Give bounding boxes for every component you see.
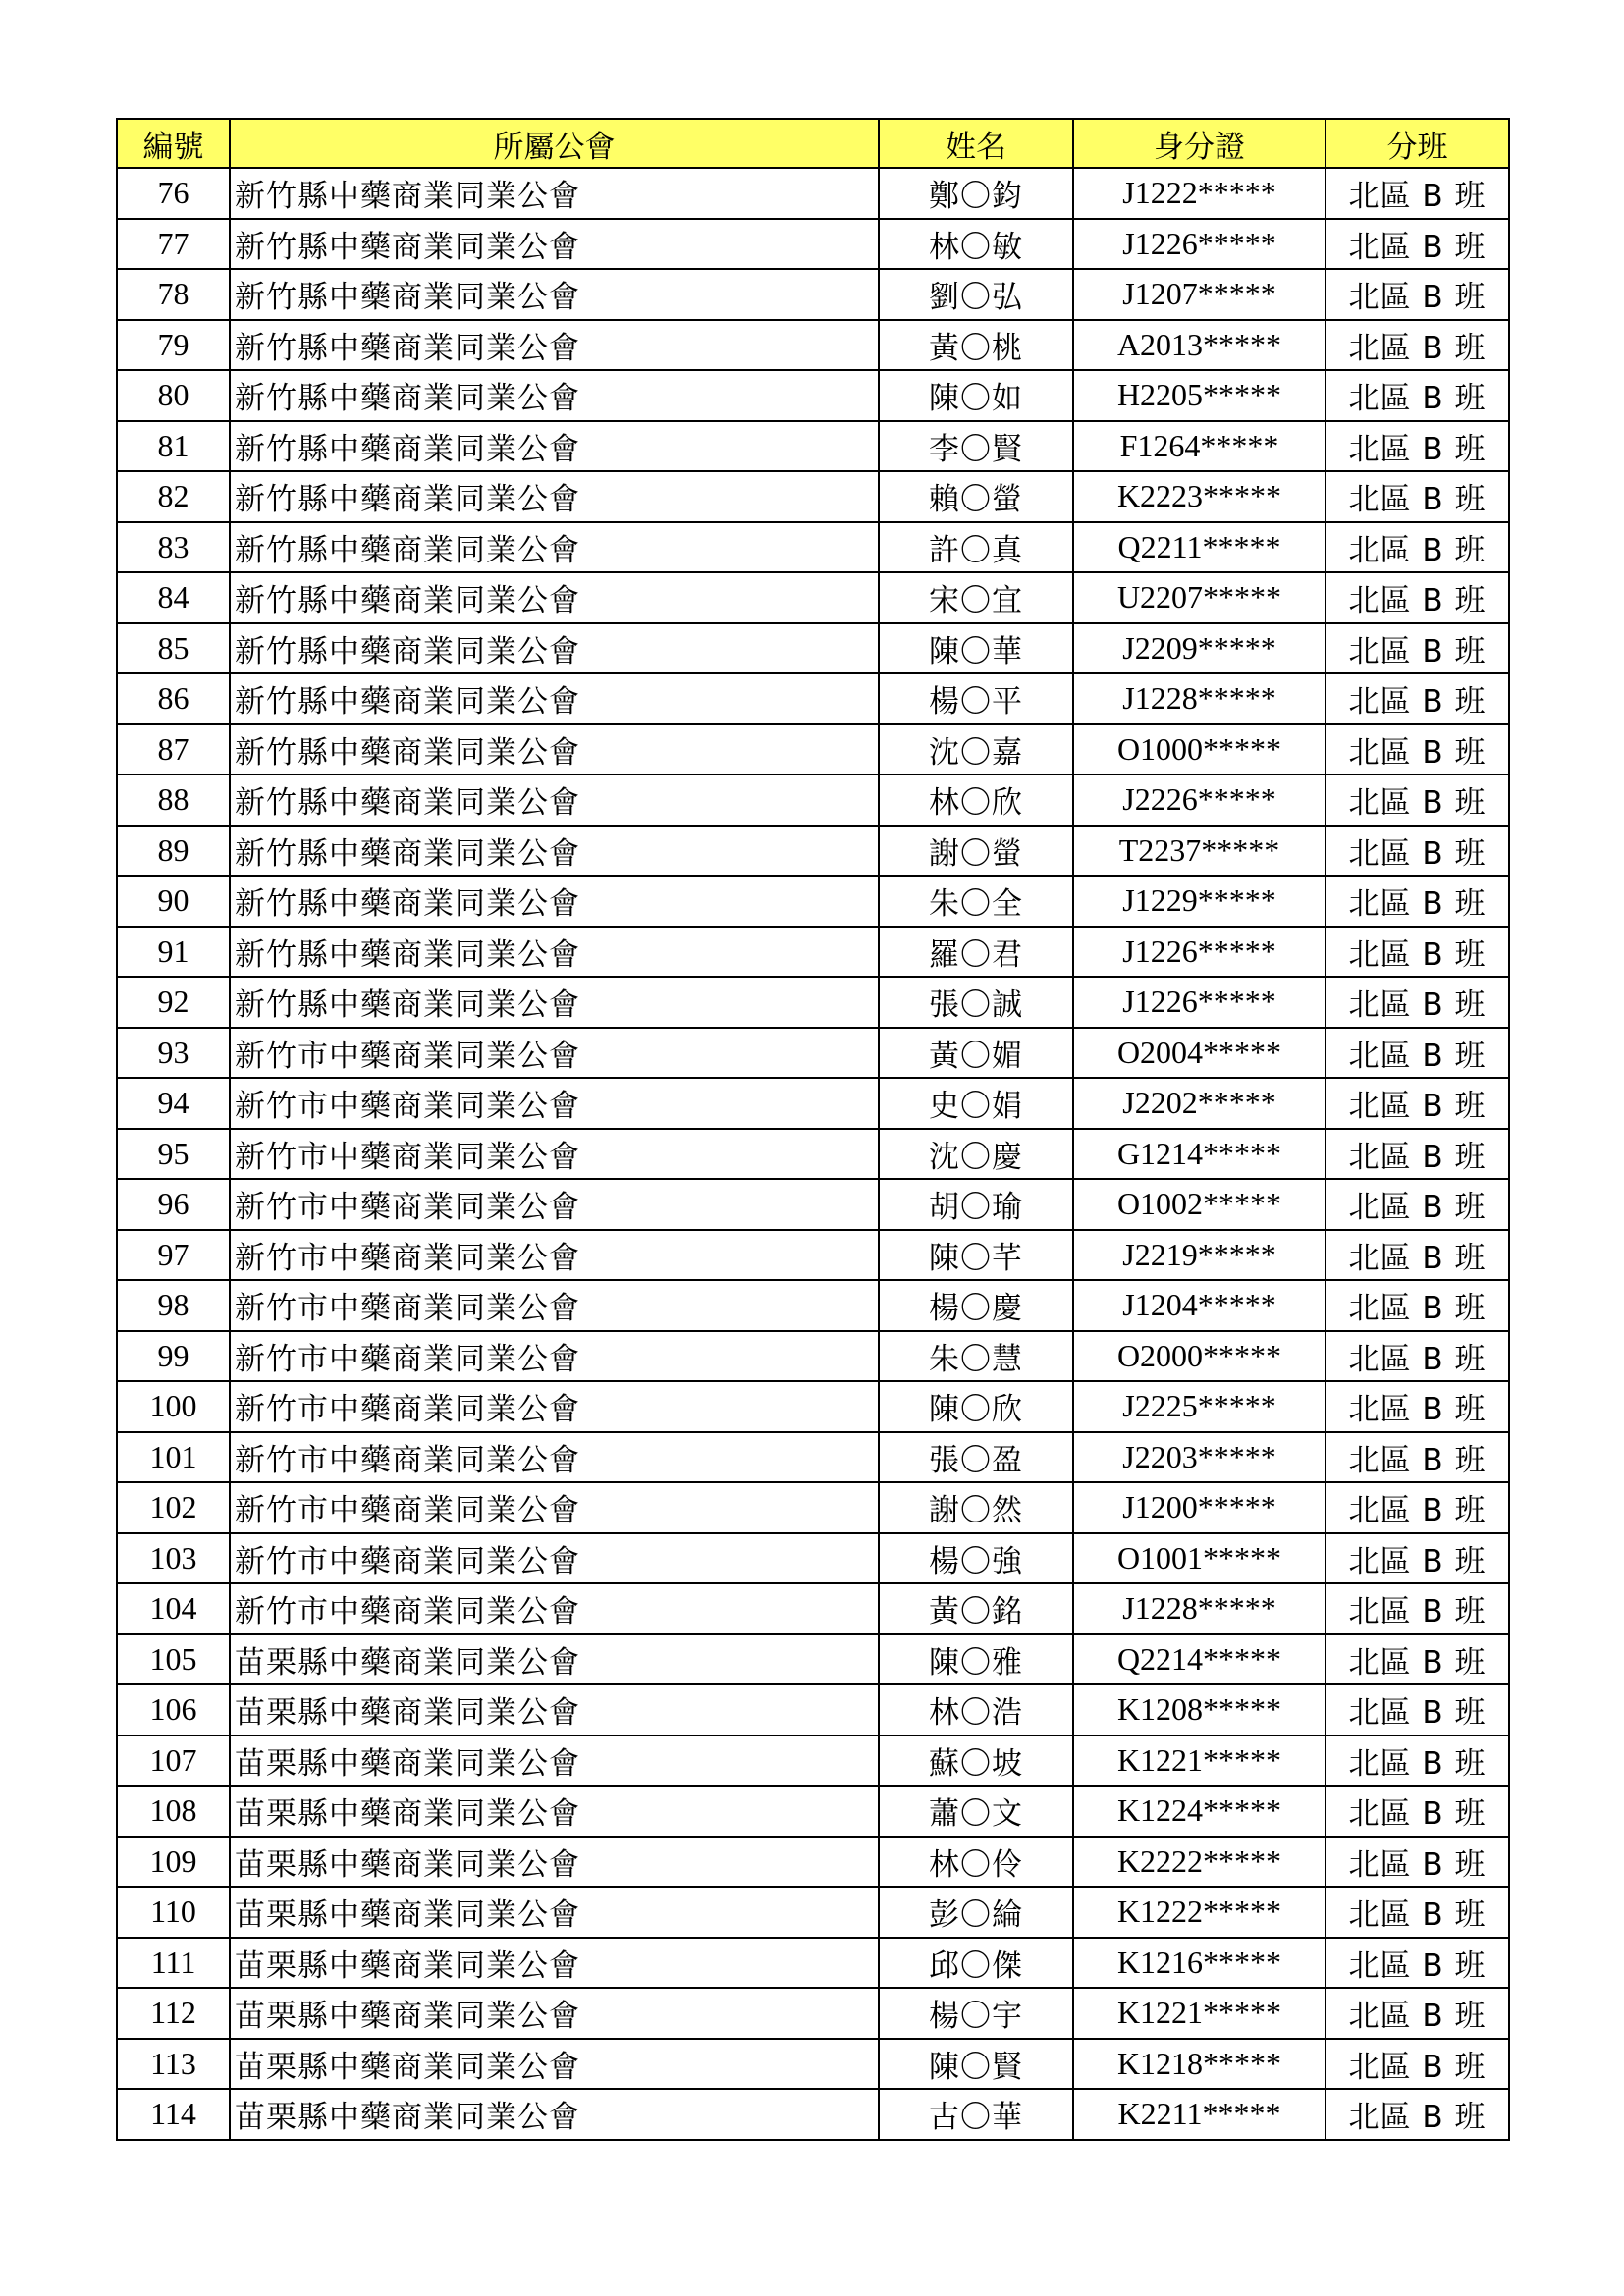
id-number: J2225***** — [1073, 1381, 1326, 1432]
union-name: 新竹縣中藥商業同業公會 — [230, 421, 879, 472]
id-number: G1214***** — [1073, 1129, 1326, 1180]
row-number: 96 — [117, 1179, 230, 1230]
member-name: 朱〇慧 — [879, 1331, 1073, 1382]
id-number: K1216***** — [1073, 1938, 1326, 1989]
table-row — [117, 168, 1509, 219]
union-name: 苗栗縣中藥商業同業公會 — [230, 1988, 879, 2039]
class-name: 北區 B 班 — [1326, 1786, 1509, 1837]
table-row — [117, 623, 1509, 674]
row-number: 114 — [117, 2089, 230, 2140]
class-name: 北區 B 班 — [1326, 1331, 1509, 1382]
member-name: 林〇欣 — [879, 774, 1073, 826]
table-row — [117, 1988, 1509, 2039]
class-name: 北區 B 班 — [1326, 1533, 1509, 1584]
id-number: J2203***** — [1073, 1432, 1326, 1483]
member-name: 楊〇慶 — [879, 1280, 1073, 1331]
class-name: 北區 B 班 — [1326, 1078, 1509, 1129]
table-row — [117, 471, 1509, 522]
id-number: J1229***** — [1073, 876, 1326, 927]
table-row — [117, 1786, 1509, 1837]
table-row — [117, 1028, 1509, 1079]
table-row — [117, 219, 1509, 270]
id-number: K1218***** — [1073, 2039, 1326, 2090]
row-number: 83 — [117, 522, 230, 573]
member-name: 陳〇賢 — [879, 2039, 1073, 2090]
row-number: 104 — [117, 1583, 230, 1634]
header-name: 姓名 — [879, 119, 1073, 168]
table-row — [117, 1735, 1509, 1787]
member-name: 陳〇雅 — [879, 1634, 1073, 1685]
union-name: 苗栗縣中藥商業同業公會 — [230, 1837, 879, 1888]
id-number: Q2214***** — [1073, 1634, 1326, 1685]
class-name: 北區 B 班 — [1326, 421, 1509, 472]
table-row — [117, 724, 1509, 775]
member-name: 鄭〇鈞 — [879, 168, 1073, 219]
row-number: 88 — [117, 774, 230, 826]
id-number: K1221***** — [1073, 1735, 1326, 1787]
class-name: 北區 B 班 — [1326, 1938, 1509, 1989]
row-number: 107 — [117, 1735, 230, 1787]
member-name: 張〇盈 — [879, 1432, 1073, 1483]
row-number: 84 — [117, 572, 230, 623]
table-row — [117, 673, 1509, 724]
member-name: 黃〇桃 — [879, 320, 1073, 371]
header-union: 所屬公會 — [230, 119, 879, 168]
class-name: 北區 B 班 — [1326, 168, 1509, 219]
class-name: 北區 B 班 — [1326, 370, 1509, 421]
row-number: 82 — [117, 471, 230, 522]
id-number: K2223***** — [1073, 471, 1326, 522]
member-name: 沈〇慶 — [879, 1129, 1073, 1180]
row-number: 76 — [117, 168, 230, 219]
id-number: J1228***** — [1073, 1583, 1326, 1634]
row-number: 95 — [117, 1129, 230, 1180]
row-number: 80 — [117, 370, 230, 421]
table-row — [117, 1684, 1509, 1735]
table-row — [117, 1129, 1509, 1180]
class-name: 北區 B 班 — [1326, 522, 1509, 573]
class-name: 北區 B 班 — [1326, 774, 1509, 826]
id-number: J2202***** — [1073, 1078, 1326, 1129]
id-number: U2207***** — [1073, 572, 1326, 623]
union-name: 新竹縣中藥商業同業公會 — [230, 219, 879, 270]
member-name: 謝〇然 — [879, 1482, 1073, 1533]
id-number: J2209***** — [1073, 623, 1326, 674]
union-name: 新竹市中藥商業同業公會 — [230, 1583, 879, 1634]
id-number: K1224***** — [1073, 1786, 1326, 1837]
id-number: J1226***** — [1073, 219, 1326, 270]
member-name: 謝〇螢 — [879, 826, 1073, 877]
table-row — [117, 1230, 1509, 1281]
id-number: J1200***** — [1073, 1482, 1326, 1533]
id-number: K1222***** — [1073, 1887, 1326, 1938]
table-row — [117, 370, 1509, 421]
row-number: 103 — [117, 1533, 230, 1584]
id-number: J2219***** — [1073, 1230, 1326, 1281]
row-number: 98 — [117, 1280, 230, 1331]
class-name: 北區 B 班 — [1326, 219, 1509, 270]
union-name: 苗栗縣中藥商業同業公會 — [230, 1735, 879, 1787]
table-row — [117, 927, 1509, 978]
id-number: K1221***** — [1073, 1988, 1326, 2039]
member-name: 陳〇欣 — [879, 1381, 1073, 1432]
class-name: 北區 B 班 — [1326, 673, 1509, 724]
table-row — [117, 977, 1509, 1028]
union-name: 苗栗縣中藥商業同業公會 — [230, 1938, 879, 1989]
member-name: 沈〇嘉 — [879, 724, 1073, 775]
class-name: 北區 B 班 — [1326, 1684, 1509, 1735]
union-name: 苗栗縣中藥商業同業公會 — [230, 1634, 879, 1685]
class-name: 北區 B 班 — [1326, 1432, 1509, 1483]
member-name: 蘇〇坡 — [879, 1735, 1073, 1787]
class-name: 北區 B 班 — [1326, 623, 1509, 674]
member-name: 宋〇宜 — [879, 572, 1073, 623]
union-name: 新竹縣中藥商業同業公會 — [230, 168, 879, 219]
id-number: J1226***** — [1073, 977, 1326, 1028]
class-name: 北區 B 班 — [1326, 876, 1509, 927]
union-name: 苗栗縣中藥商業同業公會 — [230, 1684, 879, 1735]
member-name: 彭〇綸 — [879, 1887, 1073, 1938]
union-name: 苗栗縣中藥商業同業公會 — [230, 1786, 879, 1837]
table-row — [117, 774, 1509, 826]
row-number: 87 — [117, 724, 230, 775]
table-row — [117, 1583, 1509, 1634]
member-name: 陳〇芊 — [879, 1230, 1073, 1281]
table-row — [117, 1331, 1509, 1382]
id-number: A2013***** — [1073, 320, 1326, 371]
header-number: 編號 — [117, 119, 230, 168]
row-number: 109 — [117, 1837, 230, 1888]
class-name: 北區 B 班 — [1326, 320, 1509, 371]
union-name: 新竹縣中藥商業同業公會 — [230, 320, 879, 371]
table-row — [117, 826, 1509, 877]
union-name: 新竹市中藥商業同業公會 — [230, 1129, 879, 1180]
row-number: 100 — [117, 1381, 230, 1432]
member-name: 楊〇強 — [879, 1533, 1073, 1584]
member-name: 羅〇君 — [879, 927, 1073, 978]
id-number: O1000***** — [1073, 724, 1326, 775]
row-number: 79 — [117, 320, 230, 371]
member-name: 陳〇華 — [879, 623, 1073, 674]
union-name: 新竹市中藥商業同業公會 — [230, 1381, 879, 1432]
row-number: 111 — [117, 1938, 230, 1989]
id-number: O2004***** — [1073, 1028, 1326, 1079]
table-row — [117, 1432, 1509, 1483]
class-name: 北區 B 班 — [1326, 1028, 1509, 1079]
class-name: 北區 B 班 — [1326, 826, 1509, 877]
table-row — [117, 522, 1509, 573]
table-row — [117, 876, 1509, 927]
class-name: 北區 B 班 — [1326, 1583, 1509, 1634]
member-name: 古〇華 — [879, 2089, 1073, 2140]
row-number: 91 — [117, 927, 230, 978]
union-name: 新竹縣中藥商業同業公會 — [230, 471, 879, 522]
union-name: 新竹縣中藥商業同業公會 — [230, 522, 879, 573]
class-name: 北區 B 班 — [1326, 1887, 1509, 1938]
union-name: 新竹市中藥商業同業公會 — [230, 1028, 879, 1079]
row-number: 94 — [117, 1078, 230, 1129]
union-name: 新竹縣中藥商業同業公會 — [230, 269, 879, 320]
row-number: 90 — [117, 876, 230, 927]
union-name: 新竹市中藥商業同業公會 — [230, 1533, 879, 1584]
union-name: 新竹市中藥商業同業公會 — [230, 1482, 879, 1533]
class-name: 北區 B 班 — [1326, 1280, 1509, 1331]
row-number: 85 — [117, 623, 230, 674]
row-number: 112 — [117, 1988, 230, 2039]
id-number: J1228***** — [1073, 673, 1326, 724]
union-name: 新竹市中藥商業同業公會 — [230, 1230, 879, 1281]
table-row — [117, 269, 1509, 320]
row-number: 102 — [117, 1482, 230, 1533]
class-name: 北區 B 班 — [1326, 1634, 1509, 1685]
id-number: Q2211***** — [1073, 522, 1326, 573]
class-name: 北區 B 班 — [1326, 977, 1509, 1028]
table-row — [117, 1887, 1509, 1938]
class-name: 北區 B 班 — [1326, 1230, 1509, 1281]
table-row — [117, 1533, 1509, 1584]
class-name: 北區 B 班 — [1326, 269, 1509, 320]
member-name: 胡〇瑜 — [879, 1179, 1073, 1230]
union-name: 新竹縣中藥商業同業公會 — [230, 370, 879, 421]
member-name: 陳〇如 — [879, 370, 1073, 421]
row-number: 97 — [117, 1230, 230, 1281]
union-name: 苗栗縣中藥商業同業公會 — [230, 2039, 879, 2090]
id-number: O2000***** — [1073, 1331, 1326, 1382]
row-number: 89 — [117, 826, 230, 877]
member-name: 林〇伶 — [879, 1837, 1073, 1888]
member-name: 楊〇平 — [879, 673, 1073, 724]
table-row — [117, 2039, 1509, 2090]
roster-body — [117, 168, 1509, 2140]
class-name: 北區 B 班 — [1326, 1129, 1509, 1180]
member-name: 蕭〇文 — [879, 1786, 1073, 1837]
roster-table — [116, 118, 1510, 2141]
row-number: 113 — [117, 2039, 230, 2090]
table-row — [117, 421, 1509, 472]
header-row — [117, 119, 1509, 168]
class-name: 北區 B 班 — [1326, 1381, 1509, 1432]
class-name: 北區 B 班 — [1326, 2089, 1509, 2140]
id-number: K2222***** — [1073, 1837, 1326, 1888]
union-name: 苗栗縣中藥商業同業公會 — [230, 2089, 879, 2140]
union-name: 新竹縣中藥商業同業公會 — [230, 724, 879, 775]
member-name: 許〇真 — [879, 522, 1073, 573]
class-name: 北區 B 班 — [1326, 1837, 1509, 1888]
table-row — [117, 2089, 1509, 2140]
union-name: 新竹縣中藥商業同業公會 — [230, 673, 879, 724]
row-number: 81 — [117, 421, 230, 472]
union-name: 新竹市中藥商業同業公會 — [230, 1331, 879, 1382]
row-number: 77 — [117, 219, 230, 270]
header-id-number: 身分證 — [1073, 119, 1326, 168]
id-number: O1001***** — [1073, 1533, 1326, 1584]
member-name: 史〇娟 — [879, 1078, 1073, 1129]
member-name: 李〇賢 — [879, 421, 1073, 472]
union-name: 新竹縣中藥商業同業公會 — [230, 977, 879, 1028]
table-row — [117, 1078, 1509, 1129]
union-name: 新竹縣中藥商業同業公會 — [230, 927, 879, 978]
row-number: 78 — [117, 269, 230, 320]
union-name: 新竹縣中藥商業同業公會 — [230, 774, 879, 826]
id-number: K1208***** — [1073, 1684, 1326, 1735]
id-number: H2205***** — [1073, 370, 1326, 421]
member-name: 邱〇傑 — [879, 1938, 1073, 1989]
member-name: 張〇誠 — [879, 977, 1073, 1028]
row-number: 105 — [117, 1634, 230, 1685]
table-row — [117, 1482, 1509, 1533]
class-name: 北區 B 班 — [1326, 927, 1509, 978]
row-number: 99 — [117, 1331, 230, 1382]
union-name: 新竹縣中藥商業同業公會 — [230, 826, 879, 877]
row-number: 110 — [117, 1887, 230, 1938]
id-number: T2237***** — [1073, 826, 1326, 877]
id-number: J1226***** — [1073, 927, 1326, 978]
member-name: 賴〇螢 — [879, 471, 1073, 522]
row-number: 92 — [117, 977, 230, 1028]
union-name: 新竹市中藥商業同業公會 — [230, 1280, 879, 1331]
member-name: 林〇浩 — [879, 1684, 1073, 1735]
table-row — [117, 1837, 1509, 1888]
id-number: J1204***** — [1073, 1280, 1326, 1331]
table-row — [117, 1938, 1509, 1989]
union-name: 新竹縣中藥商業同業公會 — [230, 572, 879, 623]
table-row — [117, 1634, 1509, 1685]
class-name: 北區 B 班 — [1326, 572, 1509, 623]
member-name: 黃〇銘 — [879, 1583, 1073, 1634]
member-name: 劉〇弘 — [879, 269, 1073, 320]
id-number: K2211***** — [1073, 2089, 1326, 2140]
row-number: 93 — [117, 1028, 230, 1079]
union-name: 新竹市中藥商業同業公會 — [230, 1078, 879, 1129]
id-number: F1264***** — [1073, 421, 1326, 472]
class-name: 北區 B 班 — [1326, 724, 1509, 775]
row-number: 101 — [117, 1432, 230, 1483]
union-name: 新竹市中藥商業同業公會 — [230, 1179, 879, 1230]
table-row — [117, 1179, 1509, 1230]
id-number: J1222***** — [1073, 168, 1326, 219]
table-row — [117, 1381, 1509, 1432]
union-name: 新竹市中藥商業同業公會 — [230, 1432, 879, 1483]
id-number: O1002***** — [1073, 1179, 1326, 1230]
union-name: 新竹縣中藥商業同業公會 — [230, 876, 879, 927]
table-row — [117, 320, 1509, 371]
class-name: 北區 B 班 — [1326, 1179, 1509, 1230]
union-name: 苗栗縣中藥商業同業公會 — [230, 1887, 879, 1938]
class-name: 北區 B 班 — [1326, 1988, 1509, 2039]
member-name: 黃〇媚 — [879, 1028, 1073, 1079]
row-number: 86 — [117, 673, 230, 724]
row-number: 108 — [117, 1786, 230, 1837]
member-name: 林〇敏 — [879, 219, 1073, 270]
class-name: 北區 B 班 — [1326, 471, 1509, 522]
table-row — [117, 572, 1509, 623]
member-name: 楊〇宇 — [879, 1988, 1073, 2039]
class-name: 北區 B 班 — [1326, 1735, 1509, 1787]
class-name: 北區 B 班 — [1326, 1482, 1509, 1533]
class-name: 北區 B 班 — [1326, 2039, 1509, 2090]
id-number: J2226***** — [1073, 774, 1326, 826]
id-number: J1207***** — [1073, 269, 1326, 320]
table-row — [117, 1280, 1509, 1331]
header-class: 分班 — [1326, 119, 1509, 168]
union-name: 新竹縣中藥商業同業公會 — [230, 623, 879, 674]
member-name: 朱〇全 — [879, 876, 1073, 927]
row-number: 106 — [117, 1684, 230, 1735]
